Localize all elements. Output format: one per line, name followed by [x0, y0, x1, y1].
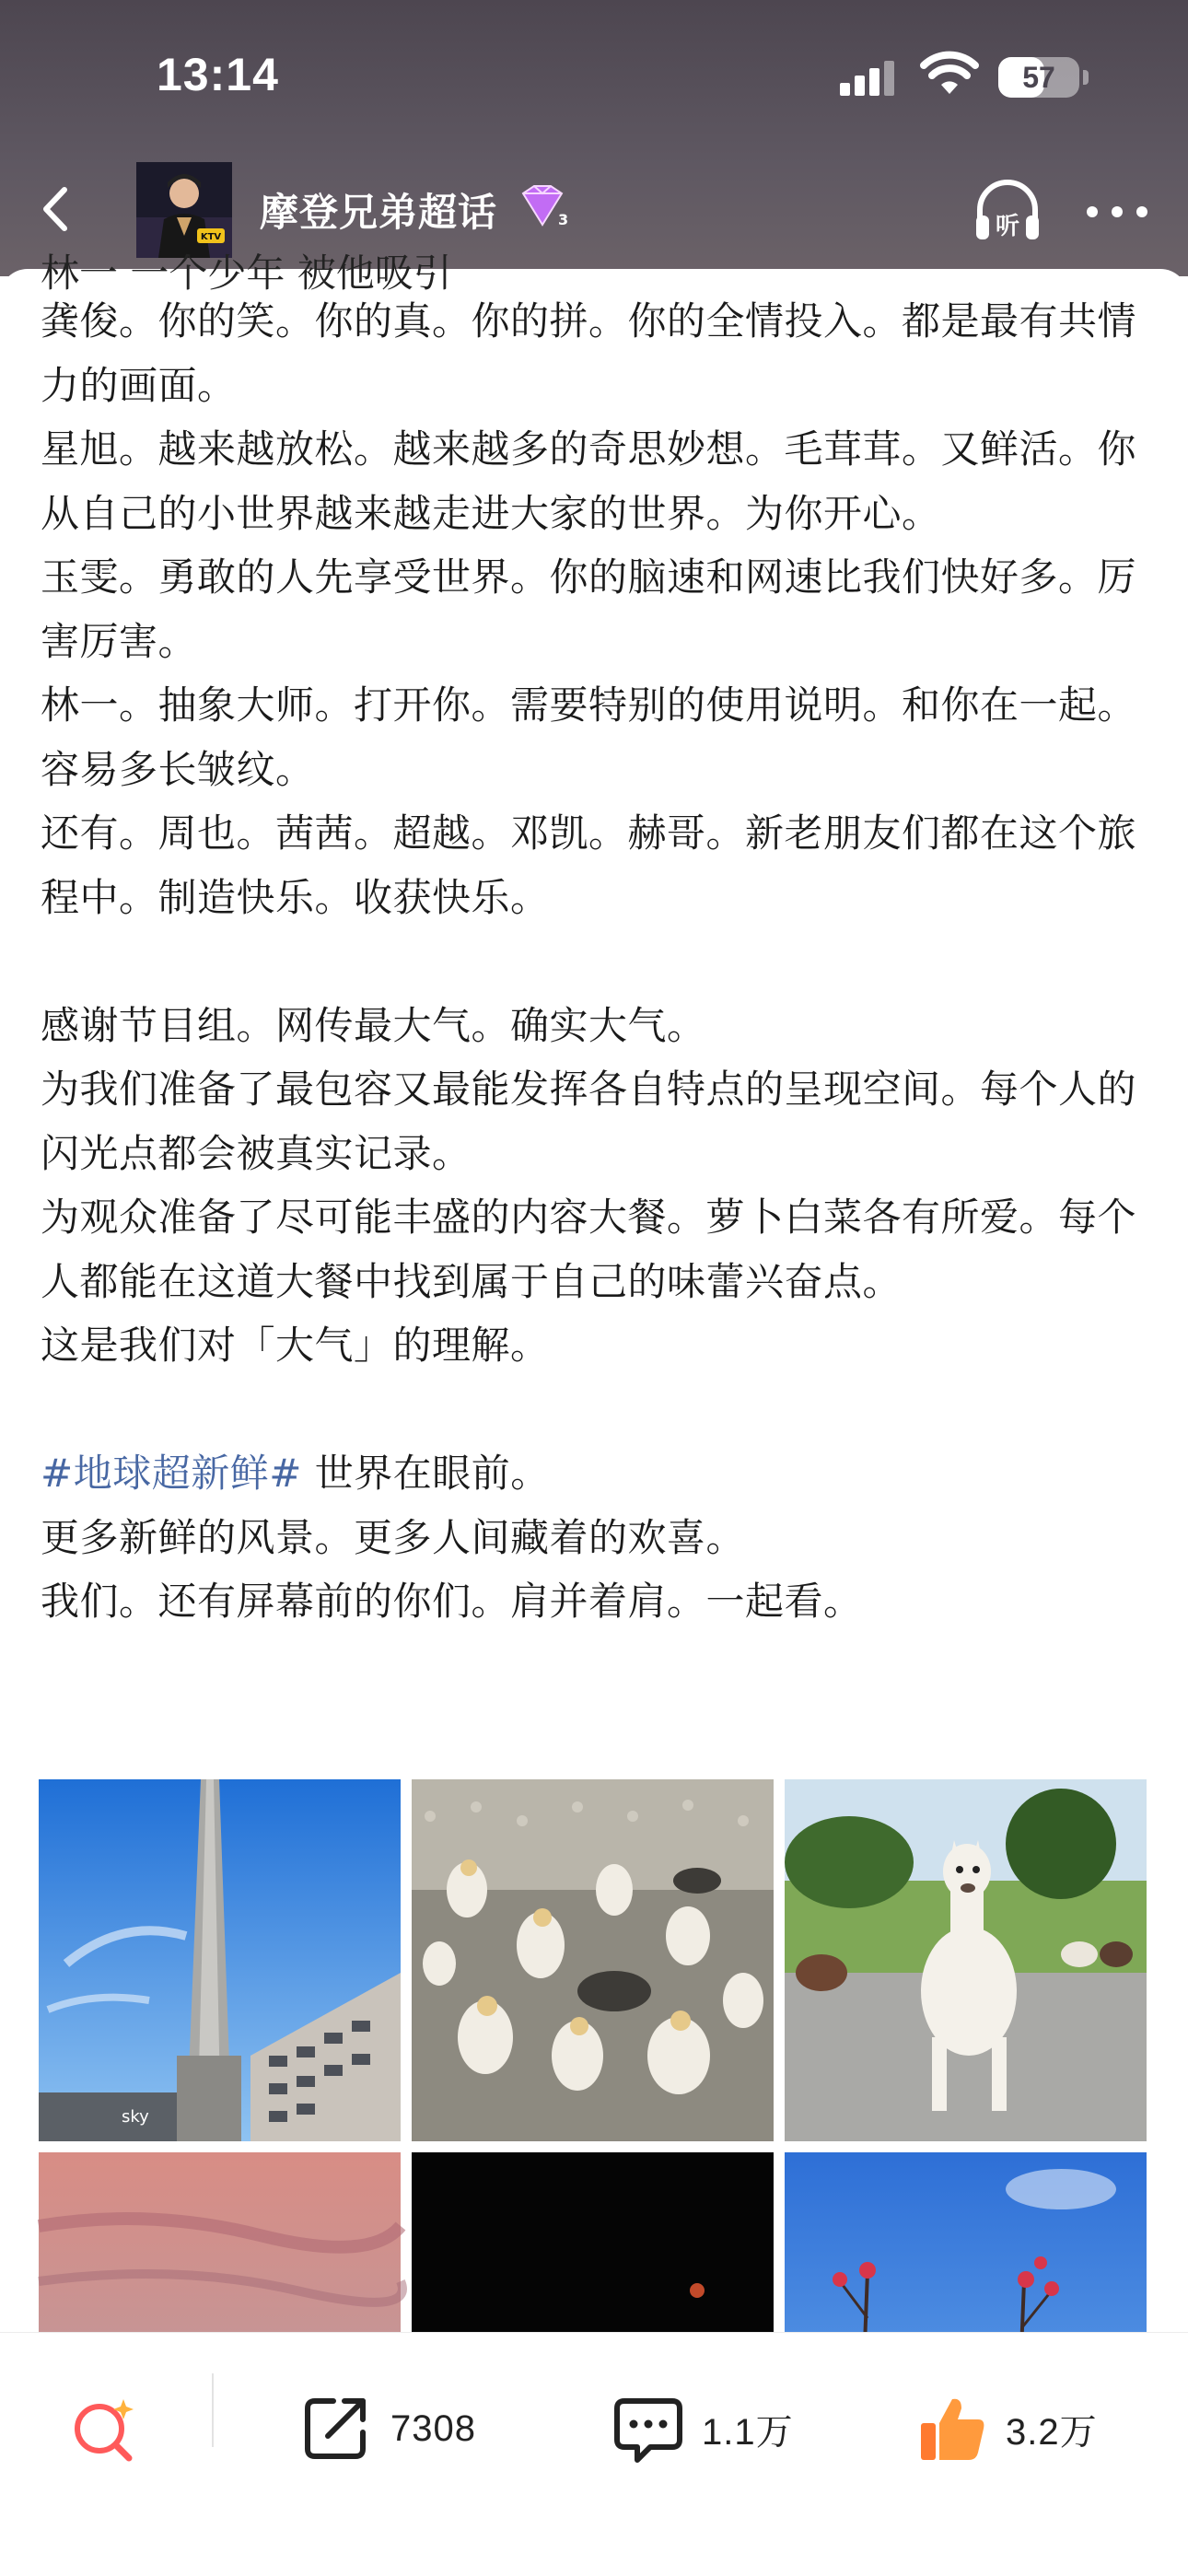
tower-sign: sky [122, 2107, 149, 2127]
page-title[interactable]: 摩登兄弟超话 [260, 190, 498, 235]
like-count: 3.2万 [1006, 2411, 1098, 2453]
status-time: 13:14 [157, 49, 279, 100]
thumbs-up-icon [915, 2392, 989, 2465]
share-icon [300, 2392, 374, 2465]
post-text [41, 289, 1155, 1634]
post-paragraph: 龚俊。你的笑。你的真。你的拼。你的全情投入。都是最有共情力的画面。 [41, 298, 1137, 408]
post-paragraph: 林一。抽象大师。打开你。需要特别的使用说明。和你在一起。容易多长皱纹。 [41, 682, 1137, 792]
battery-icon [998, 57, 1079, 98]
comment-count: 1.1万 [702, 2411, 794, 2453]
post-paragraph: 还有。周也。茜茜。超越。邓凯。赫哥。新老朋友们都在这个旅程中。制造快乐。收获快乐。 [41, 810, 1137, 920]
post-paragraph: 为我们准备了最包容又最能发挥各自特点的呈现空间。每个人的闪光点都会被真实记录。 [41, 1067, 1137, 1176]
wifi-icon [921, 53, 978, 96]
share-count: 7308 [390, 2407, 476, 2449]
blank-line [41, 929, 1155, 994]
hashtag-suffix: 世界在眼前。 [301, 1451, 550, 1496]
back-button[interactable] [26, 177, 90, 241]
like-button[interactable] [915, 2383, 1098, 2475]
clipped-text-line: 林一 一个少年 被他吸引 [41, 251, 452, 296]
battery-tip [1083, 70, 1089, 85]
svg-text:3: 3 [558, 211, 569, 228]
photo-gannets[interactable] [412, 1779, 774, 2141]
comment-button[interactable] [611, 2383, 794, 2475]
listen-headphones-icon[interactable] [969, 171, 1046, 249]
status-bar [0, 0, 1188, 157]
more-options-icon[interactable] [1083, 193, 1151, 230]
blank-line [41, 1378, 1155, 1442]
photo-alpaca[interactable] [785, 1779, 1147, 2141]
divider [212, 2373, 214, 2447]
search-button[interactable] [68, 2383, 142, 2475]
level-badge-icon [518, 184, 567, 230]
post-content [0, 251, 1188, 2332]
svg-text:听: 听 [995, 213, 1020, 240]
bottom-action-bar [0, 2332, 1188, 2576]
share-button[interactable] [300, 2383, 476, 2475]
post-paragraph: 玉雯。勇敢的人先享受世界。你的脑速和网速比我们快好多。厉害厉害。 [41, 554, 1137, 664]
svg-text:KTV: KTV [200, 232, 222, 242]
post-paragraph: 这是我们对「大气」的理解。 [41, 1323, 550, 1368]
post-paragraph: 星旭。越来越放松。越来越多的奇思妙想。毛茸茸。又鲜活。你从自己的小世界越来越走进大家的世界。为你开心。 [41, 426, 1137, 536]
search-icon [68, 2392, 142, 2465]
post-paragraph: 感谢节目组。网传最大气。确实大气。 [41, 1002, 706, 1048]
post-paragraph: 为观众准备了尽可能丰盛的内容大餐。萝卜白菜各有所爱。每个人都能在这道大餐中找到属于自己的味蕾兴奋点。 [41, 1195, 1137, 1304]
post-paragraph: 更多新鲜的风景。更多人间藏着的欢喜。 [41, 1514, 746, 1560]
hashtag-link[interactable]: #地球超新鲜# [41, 1451, 302, 1496]
photo-tower[interactable] [39, 1779, 401, 2141]
comment-icon [611, 2392, 685, 2465]
post-paragraph: 我们。还有屏幕前的你们。肩并着肩。一起看。 [41, 1579, 863, 1624]
cellular-signal-icon [840, 59, 895, 96]
hashtag-line [41, 1441, 1155, 1506]
battery-percentage: 57 [1022, 61, 1055, 94]
